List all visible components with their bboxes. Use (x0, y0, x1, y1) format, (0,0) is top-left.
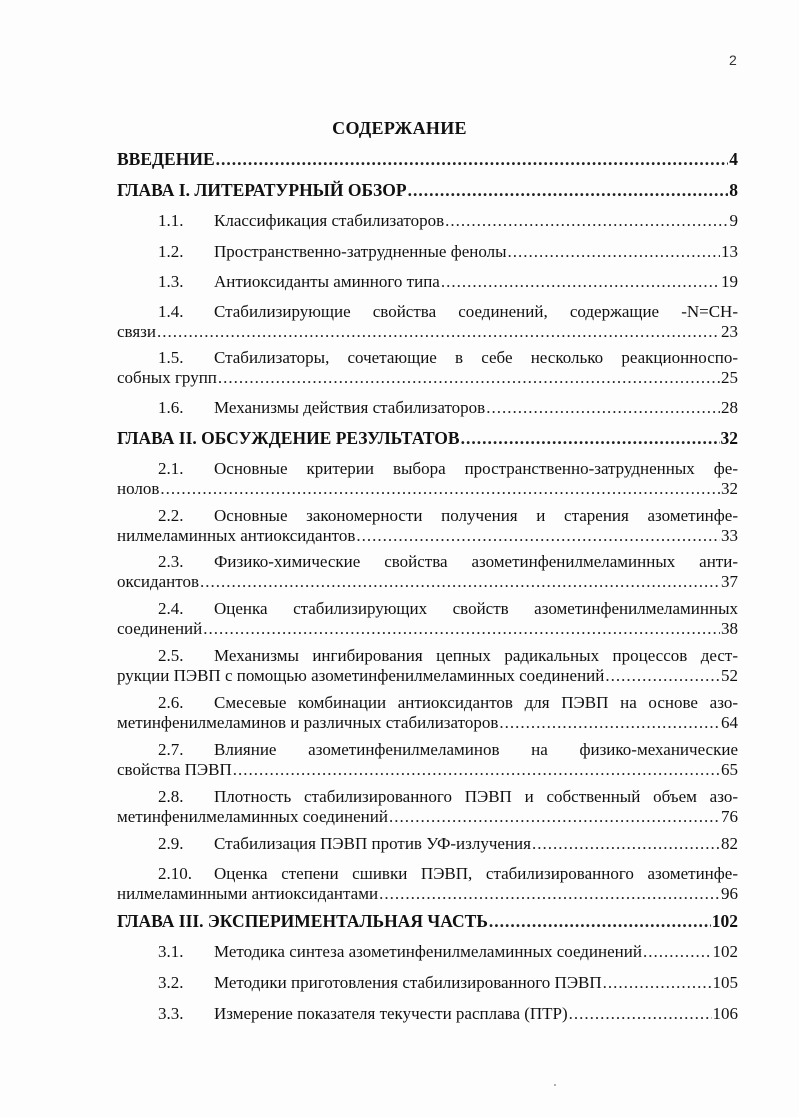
toc-entry-intro (117, 149, 738, 170)
toc-leader (216, 149, 729, 170)
toc-item-number: 3.3. (158, 1004, 184, 1023)
toc-item-title-line1: Основные критерии выбора пространственно-затрудненных фе- (214, 459, 738, 478)
toc-item-3-1 (158, 942, 738, 962)
toc-page-number: 37 (721, 572, 738, 591)
toc-leader (356, 526, 720, 546)
toc-item-3-2 (158, 973, 738, 993)
toc-leader (605, 666, 720, 686)
toc-item-title: Методики приготовления стабилизированного ПЭВП (214, 973, 602, 992)
toc-item-1-4 (117, 302, 738, 342)
toc-item-2-1 (117, 459, 738, 499)
toc-page-number: 4 (729, 149, 738, 169)
toc-item-title-line2: собных групп (117, 368, 217, 387)
toc-chapter-1 (117, 180, 738, 201)
toc-leader (379, 884, 720, 904)
toc-leader (408, 180, 729, 201)
toc-item-1-1 (158, 211, 738, 231)
toc-leader (389, 807, 720, 827)
scan-speck (554, 1084, 556, 1086)
toc-item-3-3 (158, 1004, 738, 1024)
toc-item-number: 2.6. (158, 693, 184, 712)
toc-item-number: 2.10. (158, 864, 192, 883)
toc-leader (445, 211, 728, 231)
toc-item-title-line2: соединений (117, 619, 203, 638)
toc-page-number: 65 (721, 760, 738, 779)
toc-entry-title: ГЛАВА I. ЛИТЕРАТУРНЫЙ ОБЗОР (117, 180, 407, 200)
toc-entry-title: ГЛАВА II. ОБСУЖДЕНИЕ РЕЗУЛЬТАТОВ (117, 428, 460, 448)
toc-item-title-line1: Стабилизаторы, сочетающие в себе несколько реакционноспо- (214, 348, 738, 367)
toc-item-title-line1: Стабилизирующие свойства соединений, содержащие -N=CH- (214, 302, 738, 321)
toc-item-title: Механизмы действия стабилизаторов (214, 398, 486, 417)
toc-leader (499, 713, 720, 733)
toc-page-number: 33 (721, 526, 738, 545)
toc-chapter-2 (117, 428, 738, 449)
toc-item-title-line2: свойства ПЭВП (117, 760, 232, 779)
toc-leader (508, 242, 720, 262)
toc-item-title: Измерение показателя текучести расплава (ПТР) (214, 1004, 568, 1023)
toc-item-title: Пространственно-затрудненные фенолы (214, 242, 507, 261)
toc-item-2-4 (117, 599, 738, 639)
toc-item-title-line2: метинфенилмеламинных соединений (117, 807, 388, 826)
toc-page-number: 82 (721, 834, 738, 853)
toc-leader (489, 911, 711, 932)
page-number: 2 (729, 52, 737, 68)
toc-item-2-8 (117, 787, 738, 827)
toc-leader (203, 619, 720, 639)
toc-item-2-2 (117, 506, 738, 546)
toc-item-title-line2: метинфенилмеламинов и различных стабилизаторов (117, 713, 499, 732)
toc-leader (532, 834, 720, 854)
toc-item-2-6 (117, 693, 738, 733)
toc-page-number: 32 (720, 428, 738, 448)
toc-item-title-line1: Смесевые комбинации антиоксидантов для ПЭВП на основе азо- (214, 693, 738, 712)
toc-item-1-5 (117, 348, 738, 388)
toc-item-number: 2.8. (158, 787, 184, 806)
toc-page-number: 102 (712, 942, 738, 961)
toc-page-number: 32 (721, 479, 738, 498)
toc-item-number: 2.4. (158, 599, 184, 618)
toc-leader (643, 942, 712, 962)
toc-chapter-3 (117, 911, 738, 932)
toc-item-number: 3.2. (158, 973, 184, 992)
toc-item-2-3 (117, 552, 738, 592)
toc-leader (569, 1004, 712, 1024)
toc-page-number: 19 (721, 272, 738, 291)
toc-item-number: 2.1. (158, 459, 184, 478)
toc-page-number: 8 (729, 180, 738, 200)
toc-page-number: 64 (721, 713, 738, 732)
toc-item-2-10 (117, 864, 738, 904)
toc-item-number: 1.6. (158, 398, 184, 417)
toc-leader (486, 398, 720, 418)
toc-item-title-line1: Основные закономерности получения и старения азометинфе- (214, 506, 738, 525)
toc-leader (441, 272, 720, 292)
toc-item-title-line1: Оценка стабилизирующих свойств азометинфенилмеламинных (214, 599, 738, 618)
toc-item-number: 2.7. (158, 740, 184, 759)
page-title: СОДЕРЖАНИЕ (332, 118, 467, 138)
toc-page-number: 23 (721, 322, 738, 341)
toc-item-title-line1: Физико-химические свойства азометинфенилмеламинных анти- (214, 552, 738, 571)
toc-leader (160, 479, 720, 499)
toc-item-title-line1: Плотность стабилизированного ПЭВП и собственный объем азо- (214, 787, 738, 806)
toc-item-title-line2: оксидантов (117, 572, 200, 591)
toc-item-title: Стабилизация ПЭВП против УФ-излучения (214, 834, 531, 853)
toc-item-2-7 (117, 740, 738, 780)
toc-item-title-line1: Оценка степени сшивки ПЭВП, стабилизированного азометинфе- (214, 864, 738, 883)
toc-item-title: Методика синтеза азометинфенилмеламинных соединений (214, 942, 642, 961)
toc-entry-title: ВВЕДЕНИЕ (117, 149, 215, 169)
toc-item-number: 2.5. (158, 646, 184, 665)
toc-item-number: 1.1. (158, 211, 184, 230)
toc-item-title-line2: нилмеламинных антиоксидантов (117, 526, 356, 545)
toc-item-1-2 (158, 242, 738, 262)
toc-item-title-line2: нилмеламинными антиоксидантами (117, 884, 379, 903)
toc-leader (218, 368, 720, 388)
toc-item-number: 1.4. (158, 302, 184, 321)
toc-item-2-9 (158, 834, 738, 854)
toc-page-number: 38 (721, 619, 738, 638)
toc-page-number: 9 (729, 211, 738, 230)
toc-item-number: 2.9. (158, 834, 184, 853)
toc-page-number: 96 (721, 884, 738, 903)
toc-item-2-5 (117, 646, 738, 686)
toc-item-title: Классификация стабилизаторов (214, 211, 445, 230)
toc-page-number: 28 (721, 398, 738, 417)
toc-item-number: 2.3. (158, 552, 184, 571)
toc-leader (233, 760, 720, 780)
toc-page-number: 13 (721, 242, 738, 261)
toc-page-number: 105 (712, 973, 738, 992)
toc-item-title-line2: связи (117, 322, 156, 341)
toc-item-title-line1: Механизмы ингибирования цепных радикальных процессов дест- (214, 646, 738, 665)
toc-item-number: 1.5. (158, 348, 184, 367)
toc-item-title-line1: Влияние азометинфенилмеламинов на физико-механические (214, 740, 738, 759)
toc-item-title-line2: рукции ПЭВП с помощью азометинфенилмеламинных соединений (117, 666, 605, 685)
toc-page-number: 106 (712, 1004, 738, 1023)
toc-leader (157, 322, 720, 342)
toc-item-number: 3.1. (158, 942, 184, 961)
toc-leader (200, 572, 720, 592)
toc-item-title: Антиоксиданты аминного типа (214, 272, 440, 291)
toc-leader (461, 428, 720, 449)
toc-leader (603, 973, 712, 993)
toc-item-1-3 (158, 272, 738, 292)
toc-item-title-line2: нолов (117, 479, 160, 498)
toc-page-number: 76 (721, 807, 738, 826)
toc-page-number: 25 (721, 368, 738, 387)
toc-page-number: 102 (711, 911, 738, 931)
toc-item-1-6 (158, 398, 738, 418)
toc-page-number: 52 (721, 666, 738, 685)
toc-item-number: 1.3. (158, 272, 184, 291)
toc-item-number: 1.2. (158, 242, 184, 261)
toc-item-number: 2.2. (158, 506, 184, 525)
toc-entry-title: ГЛАВА III. ЭКСПЕРИМЕНТАЛЬНАЯ ЧАСТЬ (117, 911, 488, 931)
